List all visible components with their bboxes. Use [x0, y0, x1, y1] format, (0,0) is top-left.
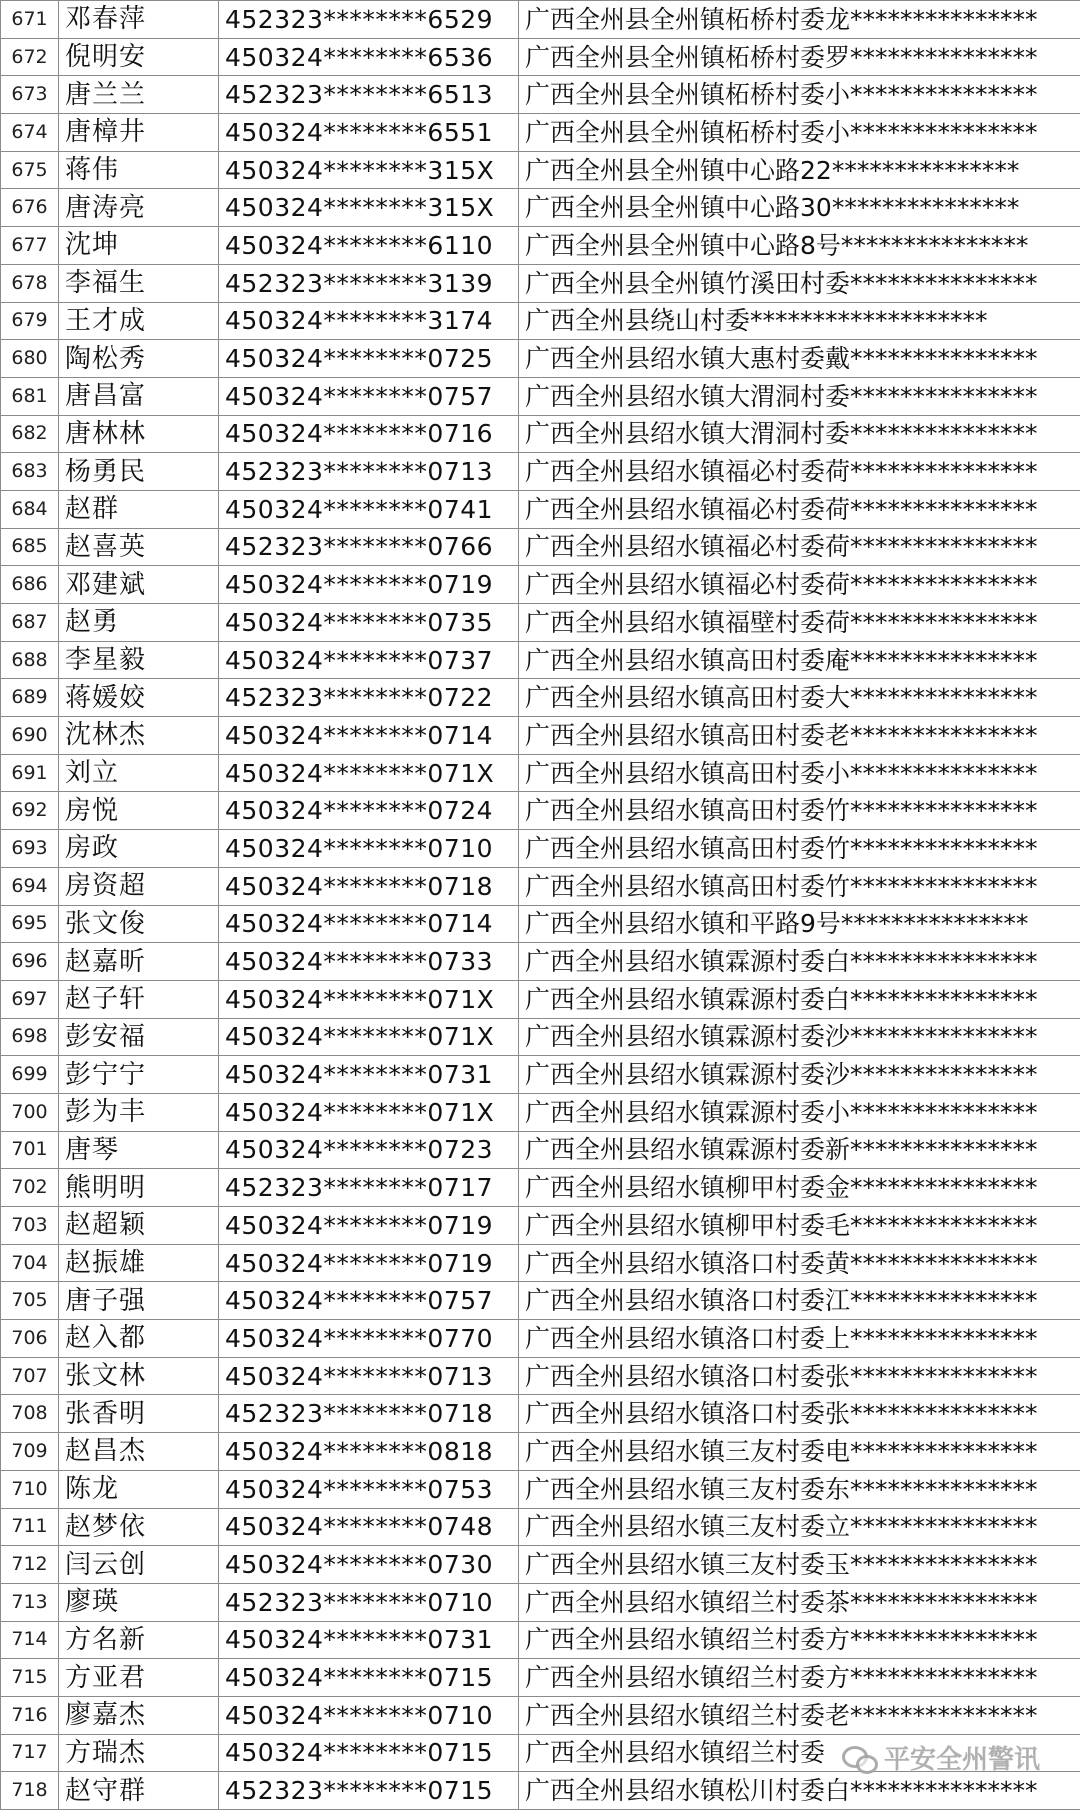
address-cell: 广西全州县绍水镇三友村委电***************	[519, 1433, 1080, 1471]
address-cell: 广西全州县绍水镇高田村委老***************	[519, 717, 1080, 755]
table-row	[1, 641, 1080, 679]
address-cell: 广西全州县绍水镇绍兰村委茶***************	[519, 1583, 1080, 1621]
name-cell: 房资超	[59, 867, 219, 905]
table-row	[1, 1169, 1080, 1207]
id-number-cell: 450324********0730	[219, 1546, 519, 1584]
address-cell: 广西全州县绍水镇洛口村委江***************	[519, 1282, 1080, 1320]
id-number-cell: 450324********0718	[219, 867, 519, 905]
address-cell: 广西全州县绍水镇福壁村委荷***************	[519, 604, 1080, 642]
id-number-cell: 450324********0713	[219, 1357, 519, 1395]
address-cell: 广西全州县绍水镇洛口村委黄***************	[519, 1244, 1080, 1282]
address-cell: 广西全州县绍水镇洛口村委张***************	[519, 1395, 1080, 1433]
name-cell: 李星毅	[59, 641, 219, 679]
row-number-cell: 704	[1, 1244, 59, 1282]
row-number-cell: 671	[1, 1, 59, 39]
table-row	[1, 566, 1080, 604]
table-row	[1, 1508, 1080, 1546]
name-cell: 闫云创	[59, 1546, 219, 1584]
row-number-cell: 713	[1, 1583, 59, 1621]
address-cell: 广西全州县绕山村委*******************	[519, 302, 1080, 340]
table-row	[1, 717, 1080, 755]
id-number-cell: 450324********0733	[219, 943, 519, 981]
row-number-cell: 674	[1, 114, 59, 152]
id-number-cell: 450324********0710	[219, 830, 519, 868]
name-cell: 唐樟井	[59, 114, 219, 152]
table-row	[1, 227, 1080, 265]
name-cell: 沈坤	[59, 227, 219, 265]
name-cell: 赵子轩	[59, 980, 219, 1018]
address-cell: 广西全州县绍水镇霖源村委小***************	[519, 1093, 1080, 1131]
id-number-cell: 450324********315X	[219, 151, 519, 189]
table-row	[1, 151, 1080, 189]
id-number-cell: 450324********0757	[219, 1282, 519, 1320]
table-row	[1, 490, 1080, 528]
row-number-cell: 702	[1, 1169, 59, 1207]
name-cell: 方亚君	[59, 1659, 219, 1697]
row-number-cell: 718	[1, 1772, 59, 1810]
name-cell: 赵勇	[59, 604, 219, 642]
address-cell: 广西全州县绍水镇霖源村委白***************	[519, 943, 1080, 981]
id-number-cell: 450324********0818	[219, 1433, 519, 1471]
address-cell: 广西全州县绍水镇高田村委大***************	[519, 679, 1080, 717]
table-row	[1, 1056, 1080, 1094]
address-cell: 广西全州县绍水镇松川村委白***************	[519, 1772, 1080, 1810]
row-number-cell: 710	[1, 1470, 59, 1508]
name-cell: 刘立	[59, 754, 219, 792]
id-number-cell: 450324********0748	[219, 1508, 519, 1546]
row-number-cell: 708	[1, 1395, 59, 1433]
address-cell: 广西全州县绍水镇三友村委玉***************	[519, 1546, 1080, 1584]
row-number-cell: 676	[1, 189, 59, 227]
name-cell: 邓春萍	[59, 1, 219, 39]
id-number-cell: 450324********0724	[219, 792, 519, 830]
id-number-cell: 450324********0723	[219, 1131, 519, 1169]
table-row	[1, 264, 1080, 302]
address-cell: 广西全州县绍水镇柳甲村委金***************	[519, 1169, 1080, 1207]
id-number-cell: 450324********0716	[219, 415, 519, 453]
name-cell: 唐昌富	[59, 377, 219, 415]
row-number-cell: 687	[1, 604, 59, 642]
table-row	[1, 830, 1080, 868]
id-number-cell: 452323********0715	[219, 1772, 519, 1810]
name-cell: 方瑞杰	[59, 1734, 219, 1772]
table-row	[1, 754, 1080, 792]
name-cell: 倪明安	[59, 38, 219, 76]
row-number-cell: 711	[1, 1508, 59, 1546]
id-number-cell: 450324********0715	[219, 1659, 519, 1697]
address-cell: 广西全州县绍水镇霖源村委沙***************	[519, 1056, 1080, 1094]
table-row	[1, 1583, 1080, 1621]
table-row	[1, 980, 1080, 1018]
name-cell: 方名新	[59, 1621, 219, 1659]
table-row	[1, 1244, 1080, 1282]
name-cell: 唐兰兰	[59, 76, 219, 114]
name-cell: 唐子强	[59, 1282, 219, 1320]
address-cell: 广西全州县绍水镇福必村委荷***************	[519, 528, 1080, 566]
address-cell: 广西全州县全州镇中心路8号***************	[519, 227, 1080, 265]
table-row	[1, 1, 1080, 39]
row-number-cell: 697	[1, 980, 59, 1018]
table-row	[1, 604, 1080, 642]
id-number-cell: 452323********0718	[219, 1395, 519, 1433]
name-cell: 赵群	[59, 490, 219, 528]
name-cell: 赵嘉昕	[59, 943, 219, 981]
table-row	[1, 1696, 1080, 1734]
name-cell: 张文俊	[59, 905, 219, 943]
row-number-cell: 677	[1, 227, 59, 265]
row-number-cell: 712	[1, 1546, 59, 1584]
name-cell: 王才成	[59, 302, 219, 340]
id-number-cell: 450324********6551	[219, 114, 519, 152]
name-cell: 房悦	[59, 792, 219, 830]
name-cell: 彭安福	[59, 1018, 219, 1056]
name-cell: 房政	[59, 830, 219, 868]
id-number-cell: 450324********315X	[219, 189, 519, 227]
address-cell: 广西全州县绍水镇三友村委东***************	[519, 1470, 1080, 1508]
id-number-cell: 452323********3139	[219, 264, 519, 302]
address-cell: 广西全州县绍水镇绍兰村委方***************	[519, 1621, 1080, 1659]
row-number-cell: 714	[1, 1621, 59, 1659]
id-number-cell: 450324********3174	[219, 302, 519, 340]
table-row	[1, 114, 1080, 152]
address-cell: 广西全州县全州镇柘桥村委小***************	[519, 114, 1080, 152]
id-number-cell: 450324********0714	[219, 905, 519, 943]
name-cell: 彭宁宁	[59, 1056, 219, 1094]
address-cell: 广西全州县绍水镇福必村委荷***************	[519, 490, 1080, 528]
address-cell: 广西全州县全州镇柘桥村委小***************	[519, 76, 1080, 114]
id-number-cell: 450324********0741	[219, 490, 519, 528]
address-cell: 广西全州县绍水镇高田村委庵***************	[519, 641, 1080, 679]
id-number-cell: 452323********0710	[219, 1583, 519, 1621]
name-cell: 张文林	[59, 1357, 219, 1395]
row-number-cell: 673	[1, 76, 59, 114]
row-number-cell: 681	[1, 377, 59, 415]
address-cell: 广西全州县绍水镇和平路9号***************	[519, 905, 1080, 943]
table-row	[1, 38, 1080, 76]
address-cell: 广西全州县绍水镇柳甲村委毛***************	[519, 1207, 1080, 1245]
table-row	[1, 415, 1080, 453]
id-number-cell: 450324********6536	[219, 38, 519, 76]
name-cell: 蒋媛姣	[59, 679, 219, 717]
address-cell: 广西全州县全州镇柘桥村委罗***************	[519, 38, 1080, 76]
id-number-cell: 450324********071X	[219, 1093, 519, 1131]
id-number-cell: 450324********0770	[219, 1320, 519, 1358]
name-cell: 彭为丰	[59, 1093, 219, 1131]
row-number-cell: 686	[1, 566, 59, 604]
row-number-cell: 672	[1, 38, 59, 76]
table-row	[1, 1433, 1080, 1471]
row-number-cell: 689	[1, 679, 59, 717]
address-cell: 广西全州县绍水镇高田村委竹***************	[519, 830, 1080, 868]
id-number-cell: 450324********6110	[219, 227, 519, 265]
table-row	[1, 189, 1080, 227]
table-row	[1, 1659, 1080, 1697]
name-cell: 赵守群	[59, 1772, 219, 1810]
address-cell: 广西全州县全州镇中心路30***************	[519, 189, 1080, 227]
row-number-cell: 698	[1, 1018, 59, 1056]
address-cell: 广西全州县全州镇竹溪田村委***************	[519, 264, 1080, 302]
row-number-cell: 694	[1, 867, 59, 905]
table-row	[1, 867, 1080, 905]
address-cell: 广西全州县绍水镇绍兰村委方***************	[519, 1659, 1080, 1697]
table-row	[1, 340, 1080, 378]
id-number-cell: 452323********0766	[219, 528, 519, 566]
id-number-cell: 450324********0719	[219, 1207, 519, 1245]
id-number-cell: 450324********071X	[219, 980, 519, 1018]
row-number-cell: 695	[1, 905, 59, 943]
table-row	[1, 792, 1080, 830]
id-number-cell: 450324********0737	[219, 641, 519, 679]
address-cell: 广西全州县绍水镇大渭洞村委***************	[519, 377, 1080, 415]
table-row	[1, 302, 1080, 340]
table-row	[1, 1772, 1080, 1810]
table-row	[1, 943, 1080, 981]
name-cell: 沈林杰	[59, 717, 219, 755]
table-row	[1, 1395, 1080, 1433]
address-cell: 广西全州县绍水镇绍兰村委	[519, 1734, 1080, 1772]
id-number-cell: 450324********0710	[219, 1696, 519, 1734]
name-cell: 李福生	[59, 264, 219, 302]
name-cell: 赵超颖	[59, 1207, 219, 1245]
row-number-cell: 688	[1, 641, 59, 679]
row-number-cell: 705	[1, 1282, 59, 1320]
name-cell: 赵入都	[59, 1320, 219, 1358]
row-number-cell: 701	[1, 1131, 59, 1169]
table-row	[1, 1093, 1080, 1131]
name-cell: 赵喜英	[59, 528, 219, 566]
name-cell: 廖瑛	[59, 1583, 219, 1621]
table-row	[1, 1470, 1080, 1508]
id-number-cell: 450324********0757	[219, 377, 519, 415]
id-number-cell: 450324********071X	[219, 754, 519, 792]
id-number-cell: 450324********071X	[219, 1018, 519, 1056]
table-row	[1, 1207, 1080, 1245]
name-cell: 杨勇民	[59, 453, 219, 491]
table-row	[1, 1357, 1080, 1395]
address-cell: 广西全州县全州镇中心路22***************	[519, 151, 1080, 189]
address-cell: 广西全州县绍水镇霖源村委沙***************	[519, 1018, 1080, 1056]
name-cell: 蒋伟	[59, 151, 219, 189]
name-cell: 赵昌杰	[59, 1433, 219, 1471]
table-row	[1, 1018, 1080, 1056]
address-cell: 广西全州县绍水镇大渭洞村委***************	[519, 415, 1080, 453]
id-number-cell: 452323********0722	[219, 679, 519, 717]
watermark-text: 平安全州警讯	[883, 1745, 1040, 1775]
name-cell: 陶松秀	[59, 340, 219, 378]
table-row	[1, 76, 1080, 114]
address-cell: 广西全州县绍水镇高田村委竹***************	[519, 792, 1080, 830]
row-number-cell: 690	[1, 717, 59, 755]
row-number-cell: 678	[1, 264, 59, 302]
table-row	[1, 1546, 1080, 1584]
id-number-cell: 450324********0753	[219, 1470, 519, 1508]
row-number-cell: 680	[1, 340, 59, 378]
address-cell: 广西全州县绍水镇霖源村委新***************	[519, 1131, 1080, 1169]
id-number-cell: 450324********0714	[219, 717, 519, 755]
row-number-cell: 682	[1, 415, 59, 453]
name-cell: 熊明明	[59, 1169, 219, 1207]
row-number-cell: 675	[1, 151, 59, 189]
id-number-cell: 452323********0713	[219, 453, 519, 491]
name-cell: 唐林林	[59, 415, 219, 453]
table-row	[1, 1621, 1080, 1659]
id-number-cell: 450324********0731	[219, 1056, 519, 1094]
name-cell: 唐涛亮	[59, 189, 219, 227]
row-number-cell: 706	[1, 1320, 59, 1358]
row-number-cell: 679	[1, 302, 59, 340]
row-number-cell: 703	[1, 1207, 59, 1245]
address-cell: 广西全州县绍水镇高田村委竹***************	[519, 867, 1080, 905]
address-cell: 广西全州县绍水镇洛口村委张***************	[519, 1357, 1080, 1395]
row-number-cell: 684	[1, 490, 59, 528]
address-cell: 广西全州县绍水镇三友村委立***************	[519, 1508, 1080, 1546]
row-number-cell: 707	[1, 1357, 59, 1395]
table-row	[1, 679, 1080, 717]
name-cell: 廖嘉杰	[59, 1696, 219, 1734]
row-number-cell: 692	[1, 792, 59, 830]
row-number-cell: 715	[1, 1659, 59, 1697]
id-number-cell: 452323********6529	[219, 1, 519, 39]
table-row	[1, 1734, 1080, 1772]
name-cell: 张香明	[59, 1395, 219, 1433]
row-number-cell: 700	[1, 1093, 59, 1131]
id-number-cell: 450324********0715	[219, 1734, 519, 1772]
table-row	[1, 453, 1080, 491]
row-number-cell: 683	[1, 453, 59, 491]
address-cell: 广西全州县绍水镇福必村委荷***************	[519, 453, 1080, 491]
id-number-cell: 450324********0731	[219, 1621, 519, 1659]
id-number-cell: 450324********0719	[219, 566, 519, 604]
row-number-cell: 699	[1, 1056, 59, 1094]
name-cell: 赵振雄	[59, 1244, 219, 1282]
row-number-cell: 717	[1, 1734, 59, 1772]
table-row	[1, 1282, 1080, 1320]
table-row	[1, 905, 1080, 943]
name-cell: 赵梦依	[59, 1508, 219, 1546]
id-number-cell: 450324********0719	[219, 1244, 519, 1282]
id-number-cell: 450324********0725	[219, 340, 519, 378]
name-cell: 陈龙	[59, 1470, 219, 1508]
id-number-cell: 450324********0735	[219, 604, 519, 642]
address-cell: 广西全州县绍水镇绍兰村委老***************	[519, 1696, 1080, 1734]
table-row	[1, 1320, 1080, 1358]
name-cell: 唐琴	[59, 1131, 219, 1169]
row-number-cell: 709	[1, 1433, 59, 1471]
row-number-cell: 685	[1, 528, 59, 566]
row-number-cell: 696	[1, 943, 59, 981]
address-cell: 广西全州县绍水镇霖源村委白***************	[519, 980, 1080, 1018]
row-number-cell: 691	[1, 754, 59, 792]
address-cell: 广西全州县全州镇柘桥村委龙***************	[519, 1, 1080, 39]
address-cell: 广西全州县绍水镇福必村委荷***************	[519, 566, 1080, 604]
table-row	[1, 528, 1080, 566]
row-number-cell: 716	[1, 1696, 59, 1734]
row-number-cell: 693	[1, 830, 59, 868]
table-row	[1, 1131, 1080, 1169]
id-number-cell: 452323********0717	[219, 1169, 519, 1207]
id-number-cell: 452323********6513	[219, 76, 519, 114]
address-cell: 广西全州县绍水镇大惠村委戴***************	[519, 340, 1080, 378]
registry-table-body	[1, 1, 1080, 1810]
table-row	[1, 377, 1080, 415]
name-cell: 邓建斌	[59, 566, 219, 604]
address-cell: 广西全州县绍水镇高田村委小***************	[519, 754, 1080, 792]
address-cell: 广西全州县绍水镇洛口村委上***************	[519, 1320, 1080, 1358]
